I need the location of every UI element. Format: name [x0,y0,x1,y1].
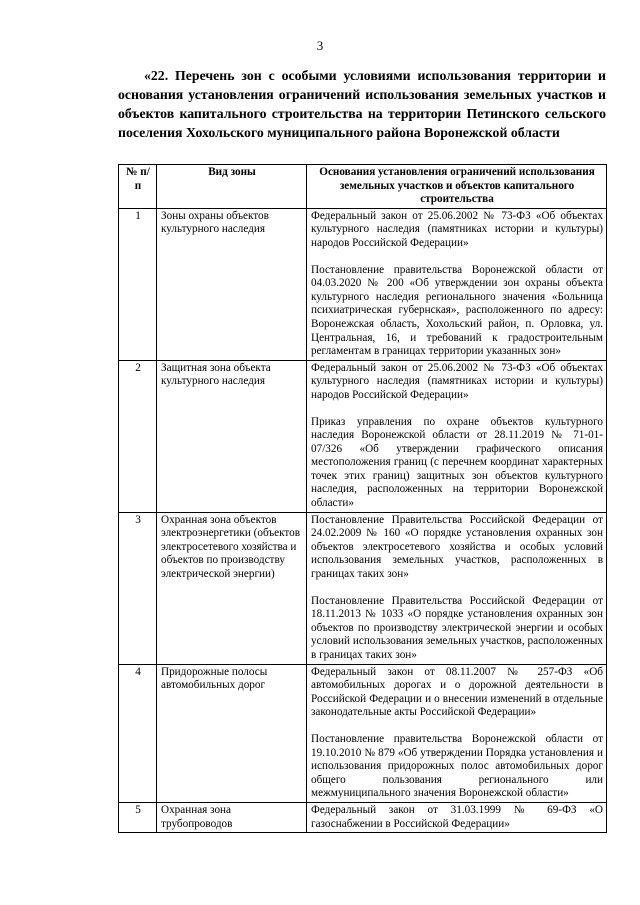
table-header-row [119,165,607,209]
row-number: 4 [119,664,157,802]
basis-paragraph: Федеральный закон от 25.06.2002 № 73-ФЗ «Об объектах культурного наследия (памятниках истории и культуры) народов Российской Федерации» [311,209,603,249]
header-zone: Вид зоны [157,165,307,209]
basis-paragraph: Федеральный закон от 25.06.2002 № 73-ФЗ «Об объектах культурного наследия (памятниках истории и культуры) народов Российской Федерации» [311,361,603,401]
header-basis: Основания установления ограничений использования земельных участков и объектов капитального строительства [307,165,607,209]
title-text: «22. Перечень зон с особыми условиями использования территории и основания установления ограничений использования земельных участков и объектов капитального строительства на территории Петинского сельского поселения Хохольского муниципального района Воронежской области [118,68,606,140]
basis-cell [307,360,607,512]
basis-paragraph: Приказ управления по охране объектов культурного наследия Воронежской области от 28.11.2019 № 71-01-07/326 «Об утверждении графического описания местоположения границ (с перечнем координат характерных точек этих границ) защитных зон объектов культурного наследия, расположенных на территории Воронежской области» [311,415,603,510]
table-row [119,208,607,360]
table-row [119,360,607,512]
page-number: 3 [316,38,324,53]
table-row [119,664,607,802]
basis-paragraph: Постановление правительства Воронежской области от 19.10.2010 № 879 «Об утверждении Порядка установления и использования придорожных полос автомобильных дорог общего пользования регионального или межмуниципального значения Воронежской области» [311,732,603,800]
document-title [118,66,606,142]
basis-paragraph: Федеральный закон от 31.03.1999 № 69-ФЗ «О газоснабжении в Российской Федерации» [311,803,603,830]
basis-paragraph: Постановление Правительства Российской Федерации от 18.11.2013 № 1033 «О порядке установления охранных зон объектов по производству электрической энергии и особых условий использования земельных участков, расположенных в границах таких зон» [311,594,603,661]
zone-type: Придорожные полосы автомобильных дорог [157,664,307,802]
basis-paragraph: Постановление правительства Воронежской области от 04.03.2020 № 200 «Об утверждении зон охраны объекта культурного наследия регионального значения «Больница психиатрическая губернская», расположенного по адресу: Воронежская область, Хохольский район, п. Орловка, ул. Центральная, 16, и требований к градостроительным регламентам в границах территории указанных зон» [311,263,603,358]
zone-type: Защитная зона объекта культурного наследия [157,360,307,512]
zones-table [118,164,607,833]
row-number: 2 [119,360,157,512]
table-row [119,802,607,832]
header-num: № п/п [119,165,157,209]
zone-type: Охранная зона объектов электроэнергетики (объектов электросетевого хозяйства и объектов по производству электрической энергии) [157,512,307,664]
row-number: 1 [119,208,157,360]
basis-paragraph: Постановление Правительства Российской Федерации от 24.02.2009 № 160 «О порядке установления охранных зон объектов электросетевого хозяйства и особых условий использования земельных участков, расположенных в границах таких зон» [311,513,603,581]
basis-cell [307,512,607,664]
basis-cell [307,664,607,802]
table-row [119,512,607,664]
basis-paragraph: Федеральный закон от 08.11.2007 № 257-ФЗ «Об автомобильных дорогах и о дорожной деятельности в Российской Федерации и о внесении изменений в отдельные законодательные акты Российской Федерации» [311,665,603,719]
row-number: 5 [119,802,157,832]
basis-cell [307,802,607,832]
zone-type: Зоны охраны объектов культурного наследия [157,208,307,360]
basis-cell [307,208,607,360]
zone-type: Охранная зона трубопроводов [157,802,307,832]
row-number: 3 [119,512,157,664]
